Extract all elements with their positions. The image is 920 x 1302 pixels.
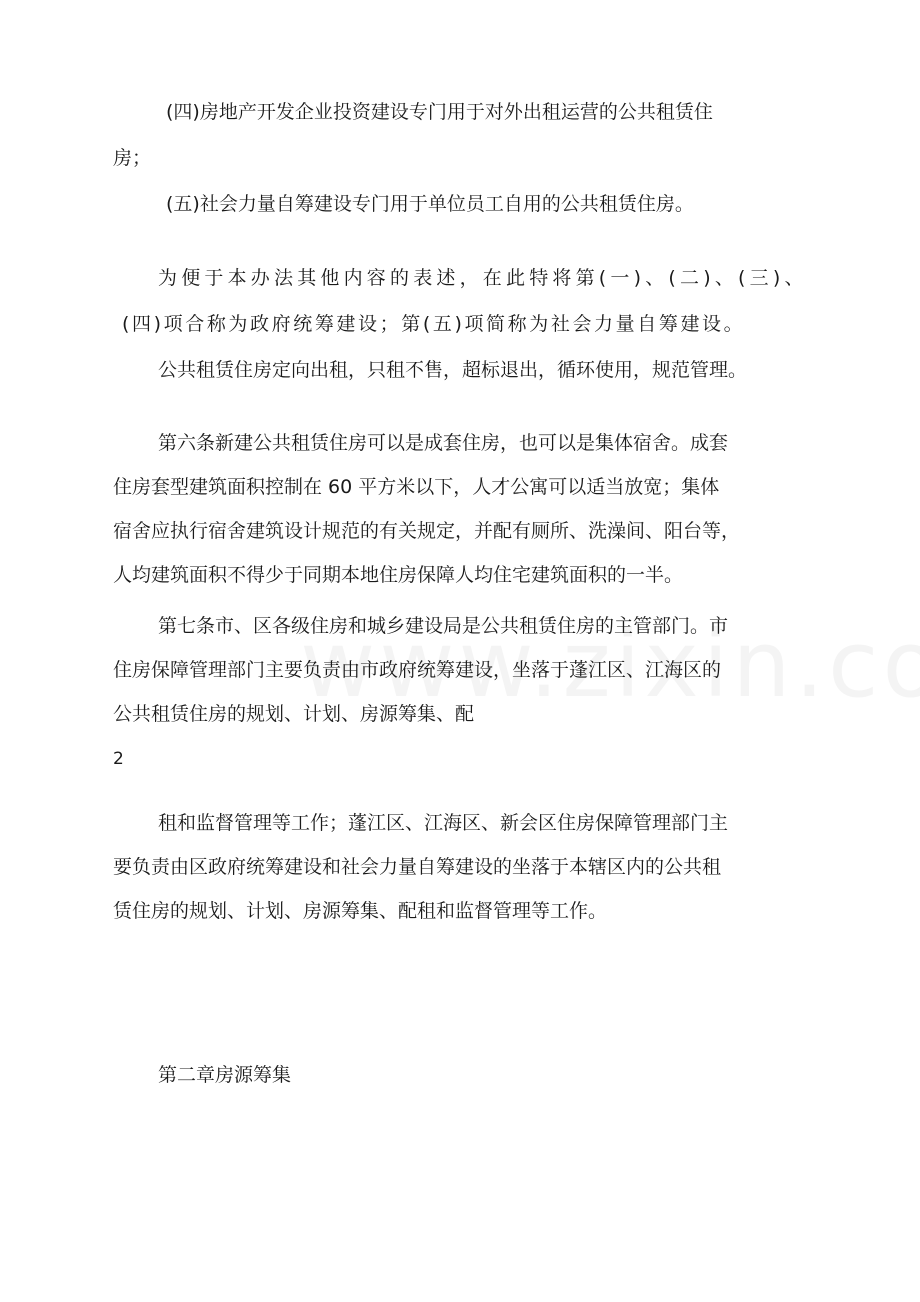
article-6-line-3: 宿舍应执行宿舍建筑设计规范的有关规定，并配有厕所、洗澡间、阳台等， (113, 520, 741, 542)
page-number: 2 (113, 749, 124, 769)
article-6-line-4: 人均建筑面积不得少于同期本地住房保障人均住宅建筑面积的一半。 (113, 564, 684, 586)
text-line-6: 公共租赁住房定向出租，只租不售，超标退出，循环使用，规范管理。 (158, 359, 748, 381)
text-line-3: (五)社会力量自筹建设专门用于单位员工自用的公共租赁住房。 (166, 193, 694, 215)
text-line-5: (四)项合称为政府统筹建设；第(五)项简称为社会力量自筹建设。 (122, 313, 746, 335)
article-7-line-1: 第七条市、区各级住房和城乡建设局是公共租赁住房的主管部门。市 (158, 615, 729, 637)
continuation-line-1: 租和监督管理等工作；蓬江区、江海区、新会区住房保障管理部门主 (158, 812, 729, 834)
continuation-line-3: 赁住房的规划、计划、房源筹集、配租和监督管理等工作。 (113, 900, 608, 922)
article-7-line-3: 公共租赁住房的规划、计划、房源筹集、配 (113, 703, 475, 725)
text-line-1: (四)房地产开发企业投资建设专门用于对外出租运营的公共租赁住 (166, 101, 713, 123)
article-7-line-2: 住房保障管理部门主要负责由市政府统筹建设，坐落于蓬江区、江海区的 (113, 659, 722, 681)
article-6-line-2: 住房套型建筑面积控制在 60 平方米以下，人才公寓可以适当放宽；集体 (113, 476, 720, 498)
article-6-line-1: 第六条新建公共租赁住房可以是成套住房，也可以是集体宿舍。成套 (158, 432, 729, 454)
text-line-4: 为便于本办法其他内容的表述，在此特将第(一)、(二)、(三)、 (158, 267, 808, 289)
chapter-heading: 第二章房源筹集 (158, 1064, 292, 1086)
continuation-line-2: 要负责由区政府统筹建设和社会力量自筹建设的坐落于本辖区内的公共租 (113, 856, 722, 878)
text-line-2: 房； (113, 147, 152, 169)
